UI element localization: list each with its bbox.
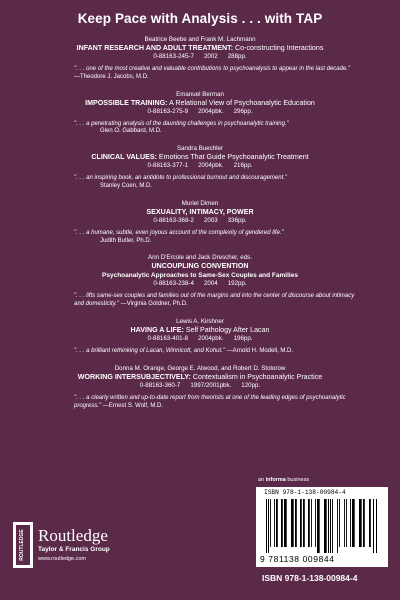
book-isbn: 0-88163-368-2 xyxy=(153,216,194,224)
book-subtitle: Contextualism in Psychoanalytic Practice xyxy=(192,372,323,381)
book-quote xyxy=(14,230,386,238)
book-quote xyxy=(14,66,386,82)
book-isbn: 0-88163-401-8 xyxy=(147,334,189,342)
book-attribution: Judith Butler, Ph.D. xyxy=(100,237,152,244)
barcode-box xyxy=(256,487,388,567)
book-pages: 192pp. xyxy=(227,280,247,288)
headline: Keep Pace with Analysis . . . with TAP xyxy=(77,11,323,26)
book-quote-text: ". . . an inspiring book, an antidote to professional burnout and discouragement." xyxy=(74,175,288,182)
book-pages: 120pp. xyxy=(241,381,261,389)
book-entry xyxy=(14,145,386,191)
book-year: 2004pbk. xyxy=(198,162,224,170)
book-quote-text: ". . . one of the most creative and valuable contributions to psychoanalysis to appear in the last decade." xyxy=(74,66,351,72)
informa-brand: informa xyxy=(265,477,286,483)
book-pages: 296pp. xyxy=(233,107,253,115)
book-authors: Muriel Dimen xyxy=(181,199,219,207)
book-quote-text: ". . . a humane, subtle, even joyous account of the complexity of gendered life." xyxy=(74,229,284,236)
book-authors: Emanuel Berman xyxy=(176,90,224,98)
book-title-line xyxy=(14,326,386,335)
book-year: 2004pbk. xyxy=(198,334,224,342)
book-title: IMPOSSIBLE TRAINING: xyxy=(85,98,168,107)
book-title-line xyxy=(14,208,386,217)
book-quote-text: ". . . a clearly written and up-to-date report from theorists at one of the leading edges of psychoanalytic progress." xyxy=(74,394,346,409)
publisher-mark-text: ROUTLEDGE xyxy=(19,529,25,561)
book-quote-text: ". . . a brilliant rethinking of Lacan, Winnicott, and Kohut." xyxy=(74,347,225,354)
book-title: CLINICAL VALUES: xyxy=(91,153,157,162)
book-attribution: Glen O. Gabbard, M.D. xyxy=(100,128,162,135)
barcode-icon xyxy=(266,499,378,553)
book-authors: Ann D'Ercole and Jack Drescher, eds. xyxy=(147,254,252,262)
book-pages: 336pp. xyxy=(227,216,247,224)
book-meta xyxy=(14,382,386,390)
book-meta xyxy=(14,217,386,225)
book-entry xyxy=(14,36,386,82)
publisher-logo xyxy=(13,522,178,578)
book-list xyxy=(14,36,386,419)
book-meta xyxy=(14,335,386,343)
book-subtitle: Co-constructing Interactions xyxy=(235,44,324,52)
book-isbn: 0-88163-377-1 xyxy=(147,162,189,170)
informa-prefix: an xyxy=(258,477,265,483)
informa-suffix: business xyxy=(287,477,310,483)
book-year: 2003 xyxy=(203,216,218,224)
book-meta xyxy=(14,280,386,288)
book-subtitle: Self Pathology After Lacan xyxy=(185,325,270,334)
book-pages: 216pp. xyxy=(233,162,253,170)
book-quote-text: ". . . a penetrating analysis of the daunting challenges in psychoanalytic training." xyxy=(74,120,289,127)
book-title-line xyxy=(14,262,386,280)
book-pages: 196pp. xyxy=(233,334,253,342)
book-subtitle: Emotions That Guide Psychoanalytic Treatment xyxy=(158,153,309,162)
book-title: HAVING A LIFE: xyxy=(130,325,184,334)
book-quote-text: ". . . lifts same-sex couples and families out of the margins and into the center of discourse about intimacy and domesticity." xyxy=(74,293,355,308)
book-title: UNCOUPLING CONVENTION xyxy=(151,262,249,271)
book-title: INFANT RESEARCH AND ADULT TREATMENT: xyxy=(76,44,234,52)
book-title: SEXUALITY, INTIMACY, POWER xyxy=(146,207,254,216)
book-title-line xyxy=(14,373,386,382)
book-title-line xyxy=(14,99,386,108)
book-authors: Lewis A. Kirshner xyxy=(176,317,224,325)
book-authors: Donna M. Orange, George E. Atwood, and Robert D. Stolorow xyxy=(114,364,286,372)
book-entry xyxy=(14,200,386,246)
book-meta xyxy=(14,162,386,170)
book-quote xyxy=(14,395,386,411)
book-title: WORKING INTERSUBJECTIVELY: xyxy=(77,372,191,381)
book-title-line xyxy=(14,153,386,162)
book-year: 2004pbk. xyxy=(198,107,224,115)
routledge-mark-icon xyxy=(13,522,33,568)
book-entry xyxy=(14,254,386,309)
book-authors: Sandra Buechler xyxy=(176,145,224,153)
book-quote xyxy=(14,175,386,183)
book-year: 2004 xyxy=(203,280,218,288)
book-pages: 288pp. xyxy=(227,53,247,60)
book-entry xyxy=(14,318,386,356)
book-quote xyxy=(14,348,386,356)
book-subtitle: Psychoanalytic Approaches to Same-Sex Couples and Families xyxy=(102,272,298,280)
book-isbn: 0-88163-245-7 xyxy=(153,53,194,60)
book-entry xyxy=(14,91,386,137)
book-entry xyxy=(14,365,386,411)
isbn-top: ISBN 978-1-138-00984-4 xyxy=(264,489,346,496)
book-meta xyxy=(14,53,386,61)
book-meta xyxy=(14,108,386,116)
book-isbn: 0-88163-360-7 xyxy=(139,381,181,389)
isbn-bottom: ISBN 978-1-138-00984-4 xyxy=(262,573,358,583)
book-subtitle: A Relational View of Psychoanalytic Education xyxy=(169,98,315,107)
book-quote xyxy=(14,293,386,309)
book-year: 2002 xyxy=(203,53,218,60)
book-attribution: —Arnold H. Modell, M.D. xyxy=(226,347,293,354)
book-attribution: Stanley Coen, M.D. xyxy=(100,182,153,189)
publisher-name: Routledge xyxy=(38,526,108,545)
book-title-line xyxy=(14,44,386,53)
book-isbn: 0-88163-275-9 xyxy=(147,107,189,115)
book-authors: Beatrice Beebe and Frank M. Lachmann xyxy=(144,36,256,43)
barcode-digits: 9 781138 009844 xyxy=(260,554,335,564)
book-isbn: 0-88163-238-4 xyxy=(153,280,194,288)
book-attribution: —Ernest S. Wolf, M.D. xyxy=(102,402,164,409)
book-attribution: —Virginia Goldner, Ph.D. xyxy=(120,301,188,308)
publisher-url: www.routledge.com xyxy=(38,556,86,562)
book-year: 1997/2001pbk. xyxy=(190,381,232,389)
informa-tag xyxy=(258,477,309,483)
book-quote xyxy=(14,121,386,129)
book-attribution: —Theodore J. Jacobs, M.D. xyxy=(74,73,149,80)
publisher-group: Taylor & Francis Group xyxy=(38,546,110,553)
